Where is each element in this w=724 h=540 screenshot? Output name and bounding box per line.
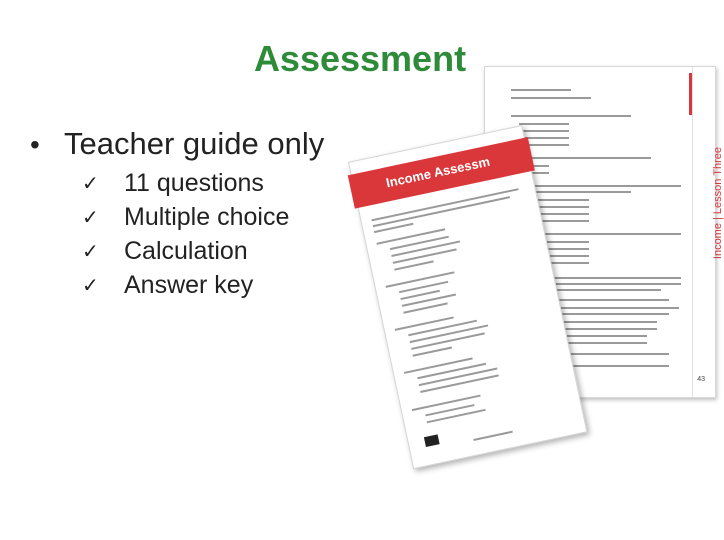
text-line bbox=[511, 89, 571, 91]
text-line bbox=[373, 196, 510, 227]
text-line bbox=[412, 395, 481, 411]
text-line bbox=[511, 185, 681, 187]
check-icon: ✓ bbox=[82, 172, 99, 195]
side-band bbox=[692, 67, 724, 397]
text-line bbox=[427, 409, 486, 423]
check-icon: ✓ bbox=[82, 240, 99, 263]
text-line bbox=[404, 357, 473, 373]
checklist-item: ✓ Answer key bbox=[82, 270, 254, 299]
checklist-item: ✓ 11 questions bbox=[82, 168, 264, 197]
bullet-text: Teacher guide only bbox=[64, 126, 325, 161]
checklist-item: ✓ Calculation bbox=[82, 236, 248, 265]
check-icon: ✓ bbox=[82, 206, 99, 229]
text-line bbox=[412, 346, 451, 356]
text-line bbox=[519, 130, 569, 132]
checklist-item: ✓ Multiple choice bbox=[82, 202, 290, 231]
text-line bbox=[420, 374, 499, 392]
text-line bbox=[394, 260, 433, 270]
text-line bbox=[511, 97, 591, 99]
text-line bbox=[395, 316, 454, 330]
side-label: Income | Lesson Three bbox=[712, 147, 724, 260]
check-icon: ✓ bbox=[82, 274, 99, 297]
checklist bbox=[82, 166, 289, 302]
text-line bbox=[376, 228, 445, 244]
text-line bbox=[511, 115, 631, 117]
banner-text: Income Assessm bbox=[384, 153, 492, 191]
slide-title: Assessment bbox=[253, 38, 467, 79]
text-line bbox=[519, 123, 569, 125]
publisher-logo bbox=[424, 434, 440, 447]
bullet-icon: • bbox=[30, 129, 40, 160]
page-number: 43 bbox=[697, 376, 705, 383]
text-line bbox=[473, 431, 512, 441]
text-line bbox=[386, 271, 455, 287]
bullet-item bbox=[30, 126, 324, 162]
